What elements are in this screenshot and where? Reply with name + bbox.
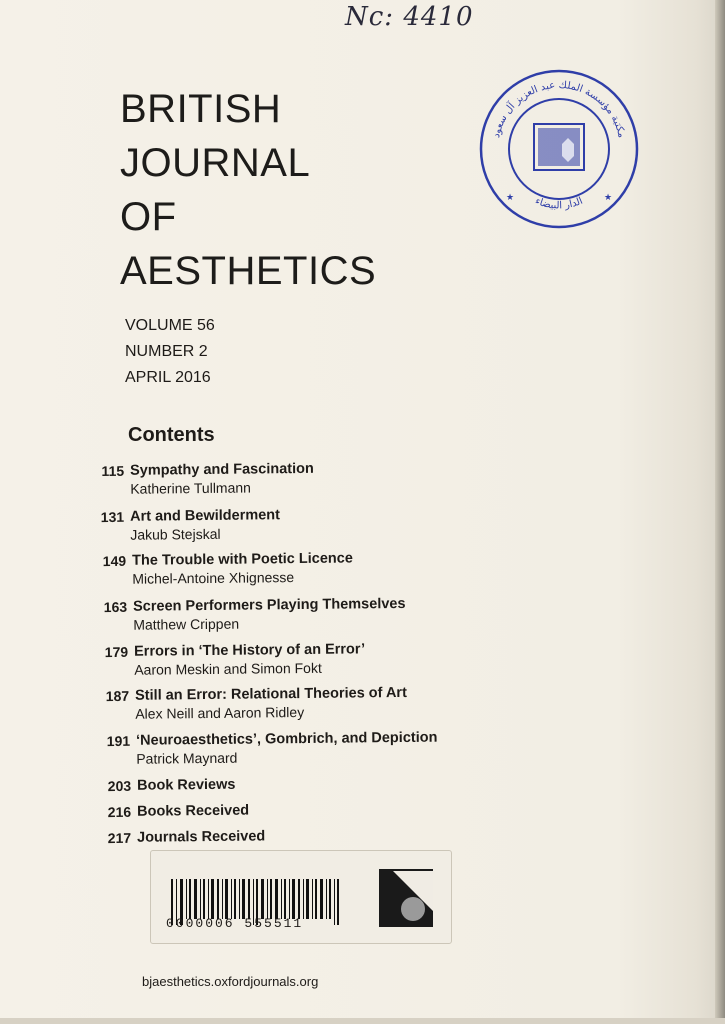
- title-line: BRITISH: [120, 87, 282, 131]
- issue-info: [125, 313, 215, 391]
- library-stamp: [478, 68, 640, 230]
- toc-entry: [94, 729, 514, 767]
- toc-title: Errors in ‘The History of an Error’: [134, 641, 366, 660]
- toc-page-number: 191: [106, 732, 131, 750]
- volume: VOLUME 56: [125, 317, 215, 334]
- stamp-bottom-text: الدار البيضاء: [533, 195, 585, 212]
- toc-entry: [95, 800, 515, 821]
- stamp-outer-text: مكتبة مؤسسة الملك عبد العزيز آل سعود: [491, 79, 627, 139]
- toc-title: Journals Received: [137, 828, 266, 846]
- toc-page-number: 203: [107, 777, 132, 795]
- toc-page-number: 163: [103, 598, 128, 616]
- toc-entry: [88, 505, 508, 543]
- title-line: JOURNAL: [120, 141, 311, 185]
- number: NUMBER 2: [125, 343, 208, 360]
- star-icon: ★: [604, 193, 613, 203]
- toc-author: Aaron Meskin and Simon Fokt: [134, 659, 322, 678]
- toc-title: Art and Bewilderment: [130, 507, 281, 525]
- toc-entry: [91, 595, 511, 633]
- toc-entry: [88, 459, 508, 497]
- toc-author: Matthew Crippen: [133, 615, 240, 633]
- page-bottom-edge: [0, 1018, 725, 1024]
- toc-author: Alex Neill and Aaron Ridley: [135, 703, 305, 722]
- title-line: OF: [120, 195, 177, 239]
- toc-title: Still an Error: Relational Theories of Art: [135, 684, 407, 704]
- issue-date: APRIL 2016: [125, 369, 211, 386]
- toc-page-number: 187: [105, 687, 130, 705]
- toc-entry: [95, 826, 515, 847]
- toc-author: Jakub Stejskal: [130, 525, 221, 543]
- title-line: AESTHETICS: [120, 249, 377, 293]
- page-edge: [715, 0, 725, 1024]
- toc-entry: [92, 640, 512, 678]
- toc-entry: [90, 549, 510, 587]
- toc-entry: [93, 684, 513, 722]
- stamp-emblem-icon: [534, 124, 584, 170]
- toc-title: Sympathy and Fascination: [130, 460, 314, 479]
- toc-entry: [95, 774, 515, 795]
- toc-author: Patrick Maynard: [136, 749, 238, 767]
- toc-title: Book Reviews: [137, 776, 236, 794]
- handwritten-note: Nc: 4410: [345, 2, 474, 32]
- toc-page-number: 217: [107, 829, 132, 847]
- journal-title: [120, 82, 376, 298]
- toc-page-number: 149: [102, 552, 127, 570]
- toc-author: Michel-Antoine Xhignesse: [132, 569, 295, 587]
- toc-page-number: 115: [101, 462, 125, 480]
- star-icon: ★: [506, 193, 515, 203]
- toc-title: ‘Neuroaesthetics’, Gombrich, and Depiction: [136, 729, 438, 749]
- toc-title: The Trouble with Poetic Licence: [132, 550, 353, 569]
- toc-page-number: 131: [100, 508, 125, 526]
- contents-heading: Contents: [128, 424, 215, 446]
- toc-page-number: 216: [107, 803, 132, 821]
- toc-author: Katherine Tullmann: [130, 479, 251, 497]
- toc-title: Books Received: [137, 802, 250, 820]
- toc-page-number: 179: [104, 643, 129, 661]
- footer-url: bjaesthetics.oxfordjournals.org: [142, 974, 319, 989]
- barcode-number: 0000006 555511: [166, 916, 304, 931]
- toc-title: Screen Performers Playing Themselves: [133, 595, 406, 615]
- barcode-logo-icon: [379, 869, 433, 927]
